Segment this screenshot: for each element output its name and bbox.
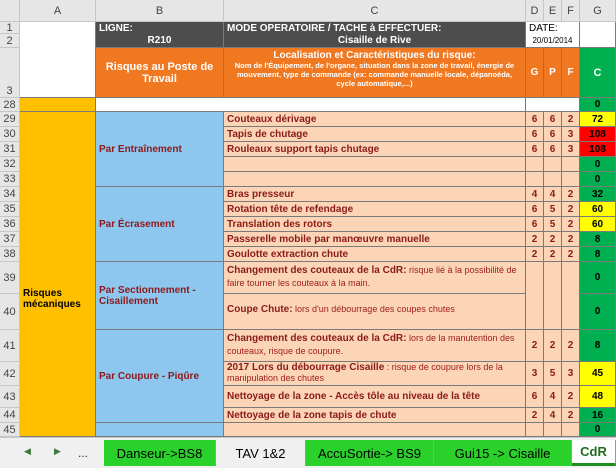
column-header-g[interactable]: G <box>580 0 616 22</box>
row-header[interactable]: 32 <box>0 157 20 172</box>
c-header[interactable]: C <box>580 48 616 98</box>
risques-poste-header[interactable]: Risques au Poste de Travail <box>96 48 224 98</box>
probability-value[interactable] <box>544 172 562 187</box>
row-header[interactable]: 34 <box>0 187 20 202</box>
row-header[interactable]: 1 <box>0 22 20 34</box>
frequency-value[interactable] <box>562 172 580 187</box>
probability-value[interactable]: 2 <box>544 247 562 262</box>
mode-operatoire-cell[interactable] <box>224 22 526 48</box>
localisation-subtitle: Nom de l'Équipement, de l'organe, situation dans la zone de travail, énergie de mouvement, type de commande (ex: commande manuelle locale, dépanoéda, cycle automatique,...) <box>234 61 515 88</box>
probability-value[interactable]: 2 <box>544 232 562 247</box>
probability-value[interactable]: 5 <box>544 217 562 232</box>
gravity-value[interactable]: 2 <box>526 247 544 262</box>
row-header[interactable]: 43 <box>0 386 20 408</box>
probability-value[interactable]: 6 <box>544 142 562 157</box>
risk-description-detail: : risque de coupure lors de la manipulation des chutes <box>227 362 503 383</box>
gravity-value[interactable]: 2 <box>526 232 544 247</box>
gravity-value[interactable]: 2 <box>526 408 544 423</box>
frequency-value[interactable]: 2 <box>562 202 580 217</box>
category-cell[interactable] <box>20 98 96 112</box>
group-ecrasement[interactable]: Par Écrasement <box>96 187 224 262</box>
frequency-value[interactable]: 2 <box>562 112 580 127</box>
scroll-tabs-left-icon[interactable]: ◀ <box>24 446 31 456</box>
row-header[interactable]: 3 <box>0 48 20 98</box>
frequency-value[interactable]: 3 <box>562 362 580 386</box>
criticality-score[interactable]: 72 <box>580 112 616 127</box>
risk-description-detail: lors d'un débourrage des coupes chutes <box>292 304 455 314</box>
risk-description-bold: 2017 Lors du débourrage Cisaille <box>227 362 385 373</box>
gravity-value[interactable]: 6 <box>526 112 544 127</box>
gravity-value[interactable]: 6 <box>526 386 544 408</box>
risk-description[interactable]: Rotation tête de refendage <box>224 202 526 217</box>
row-header[interactable]: 39 <box>0 262 20 294</box>
row-header[interactable]: 42 <box>0 362 20 386</box>
probability-value[interactable] <box>544 157 562 172</box>
mode-label: MODE OPERATOIRE / TACHE à EFFECTUER: <box>227 23 442 34</box>
gravity-value[interactable]: 4 <box>526 187 544 202</box>
risk-description[interactable] <box>224 423 526 437</box>
frequency-value[interactable]: 3 <box>562 127 580 142</box>
probability-value[interactable]: 4 <box>544 187 562 202</box>
frequency-value[interactable]: 2 <box>562 187 580 202</box>
gravity-value[interactable]: 6 <box>526 142 544 157</box>
group-empty[interactable] <box>96 423 224 437</box>
criticality-score[interactable]: 8 <box>580 232 616 247</box>
criticality-score[interactable]: 0 <box>580 294 616 330</box>
risk-description[interactable]: Translation des rotors <box>224 217 526 232</box>
row-header[interactable]: 29 <box>0 112 20 127</box>
column-header-d[interactable]: D <box>526 0 544 22</box>
risk-description[interactable]: Bras presseur <box>224 187 526 202</box>
localisation-title: Localisation et Caractéristiques du risque: <box>273 50 476 61</box>
risk-description[interactable]: Nettoyage de la zone - Accès tôle au niveau de la tête <box>224 386 526 408</box>
gravity-value[interactable]: 3 <box>526 362 544 386</box>
select-all-corner[interactable] <box>0 0 20 22</box>
gravity-value[interactable]: 2 <box>526 330 544 362</box>
group-coupure[interactable]: Par Coupure - Piqûre <box>96 330 224 423</box>
p-header[interactable]: P <box>544 48 562 98</box>
sheet-tab-tav[interactable]: TAV 1&2 <box>216 440 306 466</box>
criticality-score[interactable]: 0 <box>580 423 616 437</box>
criticality-score[interactable]: 108 <box>580 127 616 142</box>
criticality-score[interactable]: 0 <box>580 157 616 172</box>
probability-value[interactable]: 4 <box>544 386 562 408</box>
g-header[interactable]: G <box>526 48 544 98</box>
row-header[interactable]: 30 <box>0 127 20 142</box>
risk-description[interactable]: Passerelle mobile par manœuvre manuelle <box>224 232 526 247</box>
risk-description[interactable] <box>224 362 526 386</box>
risk-description-detail: risque lié à la possibilité de faire tourner les couteaux à la main. <box>227 265 517 288</box>
probability-value[interactable] <box>544 423 562 437</box>
date-label: DATE: <box>529 23 558 34</box>
column-header-b[interactable]: B <box>96 0 224 22</box>
risk-description-bold: Coupe Chute: <box>227 304 293 315</box>
sheet-tab-cdr[interactable]: CdR <box>572 440 616 466</box>
risk-description[interactable] <box>224 330 526 362</box>
criticality-score[interactable]: 60 <box>580 217 616 232</box>
sheet-tab-gui15[interactable]: Gui15 -> Cisaille <box>434 440 572 466</box>
risk-description-bold: Changement des couteaux de la CdR: <box>227 333 407 344</box>
gravity-value[interactable] <box>526 423 544 437</box>
risk-description[interactable]: Rouleaux support tapis chutage <box>224 142 526 157</box>
frequency-value[interactable]: 2 <box>562 217 580 232</box>
row-header[interactable]: 33 <box>0 172 20 187</box>
group-entrainement[interactable]: Par Entraînement <box>96 112 224 187</box>
column-header-a[interactable]: A <box>20 0 96 22</box>
gravity-value[interactable]: 6 <box>526 202 544 217</box>
localisation-header[interactable] <box>224 48 526 98</box>
more-tabs-button[interactable]: ... <box>78 446 89 460</box>
risk-description[interactable] <box>224 294 526 330</box>
probability-value[interactable]: 4 <box>544 408 562 423</box>
sheet-tab-bar <box>0 437 616 468</box>
risk-description[interactable]: Nettoyage de la zone tapis de chute <box>224 408 526 423</box>
gravity-value[interactable] <box>526 172 544 187</box>
frequency-value[interactable] <box>562 157 580 172</box>
column-header-e[interactable]: E <box>544 0 562 22</box>
ligne-label: LIGNE: <box>99 23 133 34</box>
criticality-score[interactable]: 8 <box>580 330 616 362</box>
row-header[interactable]: 41 <box>0 330 20 362</box>
blank-header-cell[interactable] <box>580 22 616 48</box>
gravity-value[interactable]: 6 <box>526 127 544 142</box>
gravity-value[interactable]: 6 <box>526 217 544 232</box>
frequency-value[interactable] <box>562 423 580 437</box>
ligne-cell[interactable] <box>96 22 224 48</box>
row-header[interactable]: 31 <box>0 142 20 157</box>
row-header[interactable]: 28 <box>0 98 20 112</box>
probability-value[interactable]: 2 <box>544 330 562 362</box>
row-header[interactable]: 35 <box>0 202 20 217</box>
scroll-tabs-right-icon[interactable]: ▶ <box>54 446 61 456</box>
group-sectionnement[interactable]: Par Sectionnement - Cisaillement <box>96 262 224 330</box>
ligne-value: R210 <box>147 35 172 46</box>
column-header-c[interactable]: C <box>224 0 526 22</box>
frequency-value[interactable]: 2 <box>562 232 580 247</box>
criticality-score[interactable]: 16 <box>580 408 616 423</box>
probability-value[interactable] <box>544 262 562 330</box>
risk-description[interactable]: Tapis de chutage <box>224 127 526 142</box>
frequency-value[interactable]: 2 <box>562 330 580 362</box>
sheet-tab-accusortie[interactable]: AccuSortie-> BS9 <box>306 440 434 466</box>
row-28-gpf[interactable] <box>526 98 580 112</box>
criticality-score[interactable]: 0 <box>580 262 616 294</box>
row-28-cell[interactable] <box>96 98 526 112</box>
criticality-score[interactable]: 45 <box>580 362 616 386</box>
risk-description[interactable] <box>224 157 526 172</box>
criticality-score[interactable]: 108 <box>580 142 616 157</box>
risk-description[interactable]: Couteaux dérivage <box>224 112 526 127</box>
probability-value[interactable]: 6 <box>544 127 562 142</box>
criticality-score[interactable]: 32 <box>580 187 616 202</box>
frequency-value[interactable]: 2 <box>562 408 580 423</box>
category-risques-mecaniques[interactable]: Risques mécaniques <box>20 112 96 437</box>
risk-description[interactable]: Goulotte extraction chute <box>224 247 526 262</box>
frequency-value[interactable]: 3 <box>562 142 580 157</box>
column-header-f[interactable]: F <box>562 0 580 22</box>
risk-description-bold: Changement des couteaux de la CdR: <box>227 265 407 276</box>
risk-description[interactable] <box>224 262 526 294</box>
criticality-score[interactable]: 0 <box>580 172 616 187</box>
criticality-score[interactable]: 0 <box>580 98 616 112</box>
date-value: 20/01/2014 <box>532 36 573 45</box>
row-header[interactable]: 37 <box>0 232 20 247</box>
risk-description-detail: lors de la manutention des couteaux, risque de coupure. <box>227 333 515 356</box>
gravity-value[interactable] <box>526 262 544 330</box>
frequency-value[interactable]: 2 <box>562 386 580 408</box>
row-header[interactable]: 2 <box>0 34 20 48</box>
probability-value[interactable]: 6 <box>544 112 562 127</box>
probability-value[interactable]: 5 <box>544 362 562 386</box>
mode-value: Cisaille de Rive <box>337 35 412 46</box>
frequency-value[interactable]: 2 <box>562 247 580 262</box>
f-header[interactable]: F <box>562 48 580 98</box>
row-header[interactable]: 45 <box>0 423 20 437</box>
criticality-score[interactable]: 48 <box>580 386 616 408</box>
row-header[interactable]: 36 <box>0 217 20 232</box>
row-header[interactable]: 44 <box>0 408 20 423</box>
risk-description[interactable] <box>224 172 526 187</box>
criticality-score[interactable]: 60 <box>580 202 616 217</box>
row-header[interactable]: 40 <box>0 294 20 330</box>
date-cell[interactable] <box>526 22 580 48</box>
row-header[interactable]: 38 <box>0 247 20 262</box>
frequency-value[interactable] <box>562 262 580 330</box>
criticality-score[interactable]: 8 <box>580 247 616 262</box>
sheet-tab-danseur[interactable]: Danseur->BS8 <box>104 440 216 466</box>
probability-value[interactable]: 5 <box>544 202 562 217</box>
blank-header-cell[interactable] <box>20 22 96 98</box>
gravity-value[interactable] <box>526 157 544 172</box>
